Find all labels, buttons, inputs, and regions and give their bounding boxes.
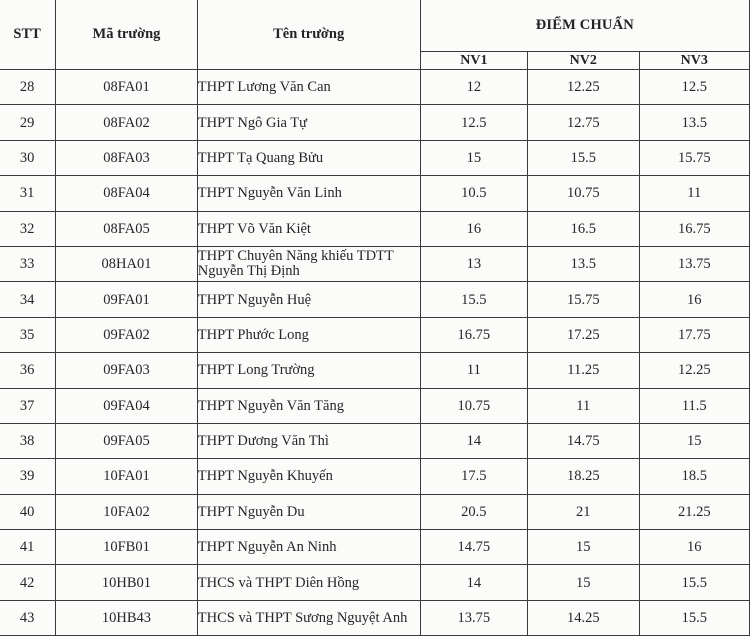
cell-ma-truong: 10FB01 [56, 530, 198, 565]
cell-nv2: 12.25 [528, 70, 639, 105]
cell-nv1: 12.5 [420, 105, 527, 140]
table-row [0, 530, 750, 565]
cell-nv3: 13.5 [639, 105, 750, 140]
cell-nv1: 13 [420, 246, 527, 281]
cell-stt: 36 [0, 353, 56, 388]
header-nv1: NV1 [420, 52, 527, 70]
cell-ma-truong: 10FA01 [56, 459, 198, 494]
cell-stt: 28 [0, 70, 56, 105]
cell-nv3: 21.25 [639, 494, 750, 529]
cell-nv3: 11.5 [639, 388, 750, 423]
cell-nv2: 15.75 [528, 282, 639, 317]
cell-nv1: 15.5 [420, 282, 527, 317]
cell-nv2: 17.25 [528, 317, 639, 352]
cell-ten-truong: THPT Phước Long [197, 317, 420, 352]
cell-nv2: 12.75 [528, 105, 639, 140]
cell-nv1: 14 [420, 423, 527, 458]
cell-ten-truong: THCS và THPT Sương Nguyệt Anh [197, 600, 420, 635]
cell-ten-truong: THPT Ngô Gia Tự [197, 105, 420, 140]
cell-stt: 30 [0, 140, 56, 175]
cell-ten-truong: THPT Long Trường [197, 353, 420, 388]
cell-nv3: 15 [639, 423, 750, 458]
table-row [0, 282, 750, 317]
cell-ma-truong: 09FA04 [56, 388, 198, 423]
cell-stt: 34 [0, 282, 56, 317]
cell-ma-truong: 10HB43 [56, 600, 198, 635]
cell-nv2: 21 [528, 494, 639, 529]
cell-nv2: 14.25 [528, 600, 639, 635]
table-row [0, 105, 750, 140]
header-nv2: NV2 [528, 52, 639, 70]
ten-truong-line-1: THPT Chuyên Năng khiếu TDTT [197, 248, 394, 265]
table-row [0, 246, 750, 281]
cell-ma-truong: 08FA02 [56, 105, 198, 140]
cell-nv1: 12 [420, 70, 527, 105]
cell-nv2: 15 [528, 565, 639, 600]
cell-ten-truong: THPT Nguyễn Văn Tăng [197, 388, 420, 423]
ten-truong-line-2: Nguyễn Thị Định [197, 263, 300, 280]
cell-nv3: 12.5 [639, 70, 750, 105]
cell-stt: 40 [0, 494, 56, 529]
cell-stt: 35 [0, 317, 56, 352]
cell-nv1: 16 [420, 211, 527, 246]
cell-nv1: 15 [420, 140, 527, 175]
cell-ten-truong: THPT Nguyễn Văn Linh [197, 176, 420, 211]
cell-ten-truong: THPT Dương Văn Thì [197, 423, 420, 458]
cell-stt: 37 [0, 388, 56, 423]
cell-nv1: 16.75 [420, 317, 527, 352]
table-row [0, 140, 750, 175]
cell-stt: 31 [0, 176, 56, 211]
cell-nv3: 16.75 [639, 211, 750, 246]
header-row [0, 0, 750, 52]
cell-nv3: 16 [639, 530, 750, 565]
header-stt: STT [0, 0, 56, 70]
cell-ten-truong: THPT Nguyễn An Ninh [197, 530, 420, 565]
cell-nv3: 17.75 [639, 317, 750, 352]
cell-nv3: 11 [639, 176, 750, 211]
cell-ten-truong: THPT Tạ Quang Bửu [197, 140, 420, 175]
cell-nv2: 15 [528, 530, 639, 565]
table-row [0, 494, 750, 529]
table-row [0, 388, 750, 423]
cell-ten-truong: THPT Võ Văn Kiệt [197, 211, 420, 246]
table-row [0, 423, 750, 458]
cell-nv3: 16 [639, 282, 750, 317]
cell-stt: 38 [0, 423, 56, 458]
table-row [0, 353, 750, 388]
cell-nv2: 11.25 [528, 353, 639, 388]
cell-nv1: 10.5 [420, 176, 527, 211]
header-ma-truong: Mã trường [56, 0, 198, 70]
cell-ten-truong: THPT Nguyễn Khuyến [197, 459, 420, 494]
cell-nv2: 11 [528, 388, 639, 423]
cell-stt: 43 [0, 600, 56, 635]
cell-ma-truong: 08FA05 [56, 211, 198, 246]
cell-nv2: 18.25 [528, 459, 639, 494]
cell-ten-truong: THPT Nguyễn Du [197, 494, 420, 529]
cell-stt: 32 [0, 211, 56, 246]
cell-ma-truong: 08FA01 [56, 70, 198, 105]
cell-stt: 41 [0, 530, 56, 565]
cell-nv1: 13.75 [420, 600, 527, 635]
header-diem-chuan: ĐIỂM CHUẨN [420, 0, 749, 52]
cell-ma-truong: 08FA04 [56, 176, 198, 211]
cell-ma-truong: 09FA01 [56, 282, 198, 317]
cell-nv2: 15.5 [528, 140, 639, 175]
cell-nv2: 13.5 [528, 246, 639, 281]
cell-nv3: 15.75 [639, 140, 750, 175]
cell-nv3: 15.5 [639, 600, 750, 635]
table-row [0, 565, 750, 600]
table-row [0, 317, 750, 352]
cell-ten-truong: THPT Lương Văn Can [197, 70, 420, 105]
cell-ten-truong: THCS và THPT Diên Hồng [197, 565, 420, 600]
cell-nv3: 13.75 [639, 246, 750, 281]
cell-ma-truong: 10FA02 [56, 494, 198, 529]
cell-nv1: 20.5 [420, 494, 527, 529]
cell-nv2: 10.75 [528, 176, 639, 211]
table-row [0, 176, 750, 211]
cell-stt: 33 [0, 246, 56, 281]
table-row [0, 459, 750, 494]
cell-ma-truong: 10HB01 [56, 565, 198, 600]
cell-ten-truong: THPT Nguyễn Huệ [197, 282, 420, 317]
cell-nv1: 10.75 [420, 388, 527, 423]
header-ten-truong: Tên trường [197, 0, 420, 70]
cell-nv3: 18.5 [639, 459, 750, 494]
cell-stt: 29 [0, 105, 56, 140]
cell-nv2: 14.75 [528, 423, 639, 458]
cell-nv3: 12.25 [639, 353, 750, 388]
cell-nv1: 14 [420, 565, 527, 600]
cell-ma-truong: 09FA05 [56, 423, 198, 458]
cell-nv1: 11 [420, 353, 527, 388]
cell-ma-truong: 09FA03 [56, 353, 198, 388]
table-row [0, 600, 750, 635]
table-row [0, 70, 750, 105]
cell-ma-truong: 09FA02 [56, 317, 198, 352]
cell-ten-truong [197, 246, 420, 281]
cell-nv1: 14.75 [420, 530, 527, 565]
table-row [0, 211, 750, 246]
cell-nv2: 16.5 [528, 211, 639, 246]
cell-ma-truong: 08FA03 [56, 140, 198, 175]
cell-ma-truong: 08HA01 [56, 246, 198, 281]
cell-stt: 42 [0, 565, 56, 600]
header-nv3: NV3 [639, 52, 750, 70]
cell-stt: 39 [0, 459, 56, 494]
cell-nv3: 15.5 [639, 565, 750, 600]
cell-nv1: 17.5 [420, 459, 527, 494]
